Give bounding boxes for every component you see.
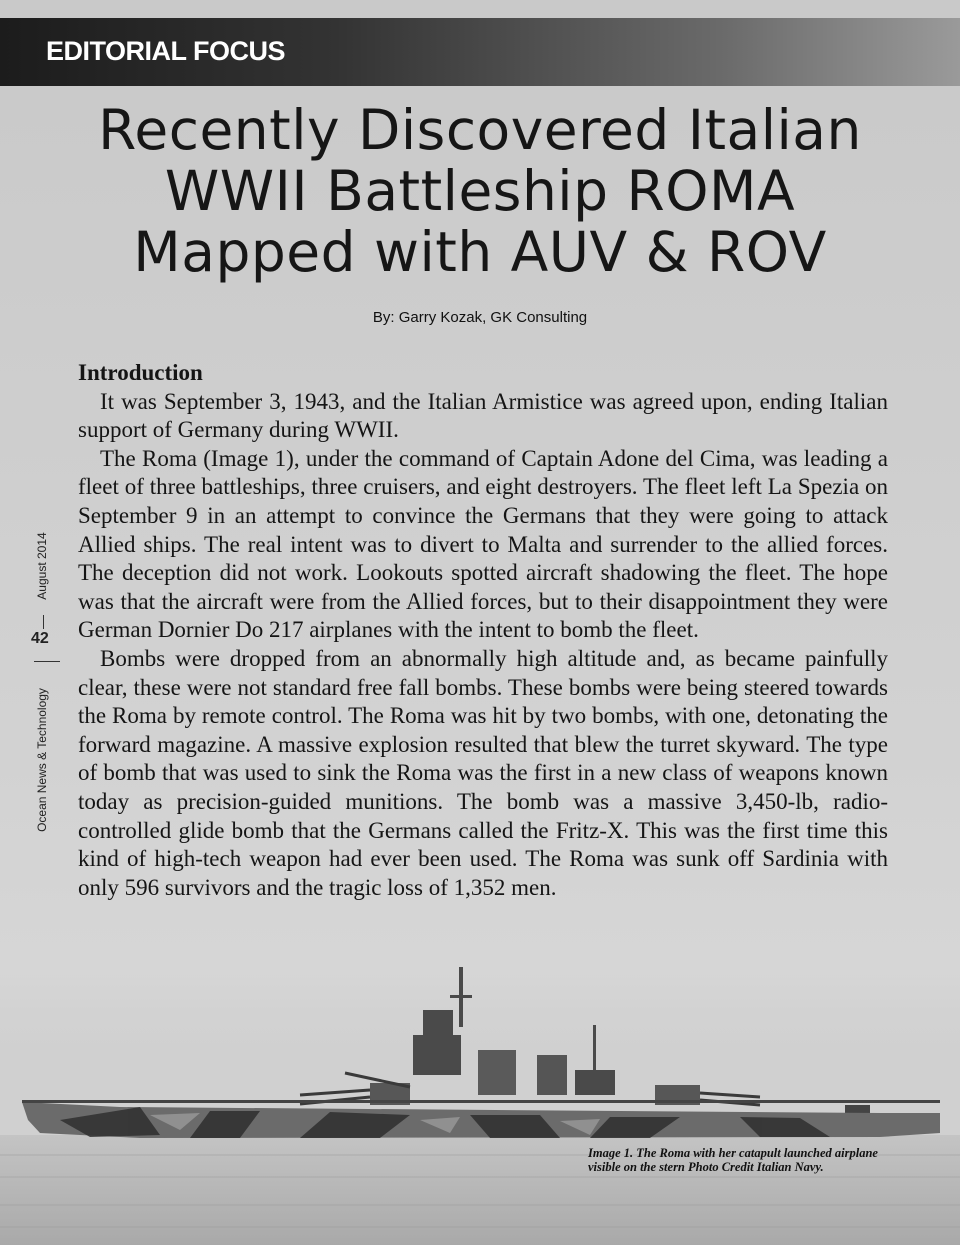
sidebar-divider (43, 615, 44, 629)
issue-date: August 2014 (35, 532, 49, 600)
article-title (80, 100, 880, 283)
title-line-3: Mapped with AUV & ROV (133, 220, 827, 284)
battleship-photo (0, 955, 960, 1245)
sidebar-divider (34, 661, 60, 662)
title-line-1: Recently Discovered Italian (98, 98, 862, 162)
title-line-2: WWII Battleship ROMA (164, 159, 796, 223)
section-heading: Introduction (78, 360, 203, 385)
page-number: 42 (31, 630, 49, 647)
article-body (78, 359, 888, 902)
paragraph: Bombs were dropped from an abnormally high altitude and, as became painfully clear, these were not standard free fall bombs. These bombs were being steered towards the Roma by remote control. The Roma was hit by two bombs, with one, detonating the forward magazine. A massive explosion resulted that blew the turret skyward. The type of bomb that was used to sink the Roma was the first in a new class of weapons known today as precision-guided munitions. The bomb was a massive 3,450-lb, radio-controlled glide bomb that the Germans called the Fritz-X. This was the first time this kind of high-tech weapon had ever been used. The Roma was sunk off Sardinia with only 596 survivors and the tragic loss of 1,352 men. (78, 645, 888, 900)
photo-caption: Image 1. The Roma with her catapult launched airplane visible on the stern Photo Credit Italian Navy. (588, 1146, 878, 1174)
section-label: EDITORIAL FOCUS (46, 36, 286, 66)
byline: By: Garry Kozak, GK Consulting (372, 309, 588, 326)
paragraph: The Roma (Image 1), under the command of Captain Adone del Cima, was leading a fleet of three battleships, three cruisers, and eight destroyers. The fleet left La Spezia on September 9 in an attempt to convince the Germans that they were going to attack Allied ships. The real intent was to divert to Malta and surrender to the allied forces. The deception did not work. Lookouts spotted aircraft shadowing the fleet. The hope was that the aircraft were from the Allied forces, but to their disappointment they were German Dornier Do 217 airplanes with the intent to bomb the fleet. (78, 445, 888, 643)
paragraph: It was September 3, 1943, and the Italian Armistice was agreed upon, ending Italian support of Germany during WWII. (78, 388, 888, 443)
publication-name: Ocean News & Technology (35, 688, 49, 832)
